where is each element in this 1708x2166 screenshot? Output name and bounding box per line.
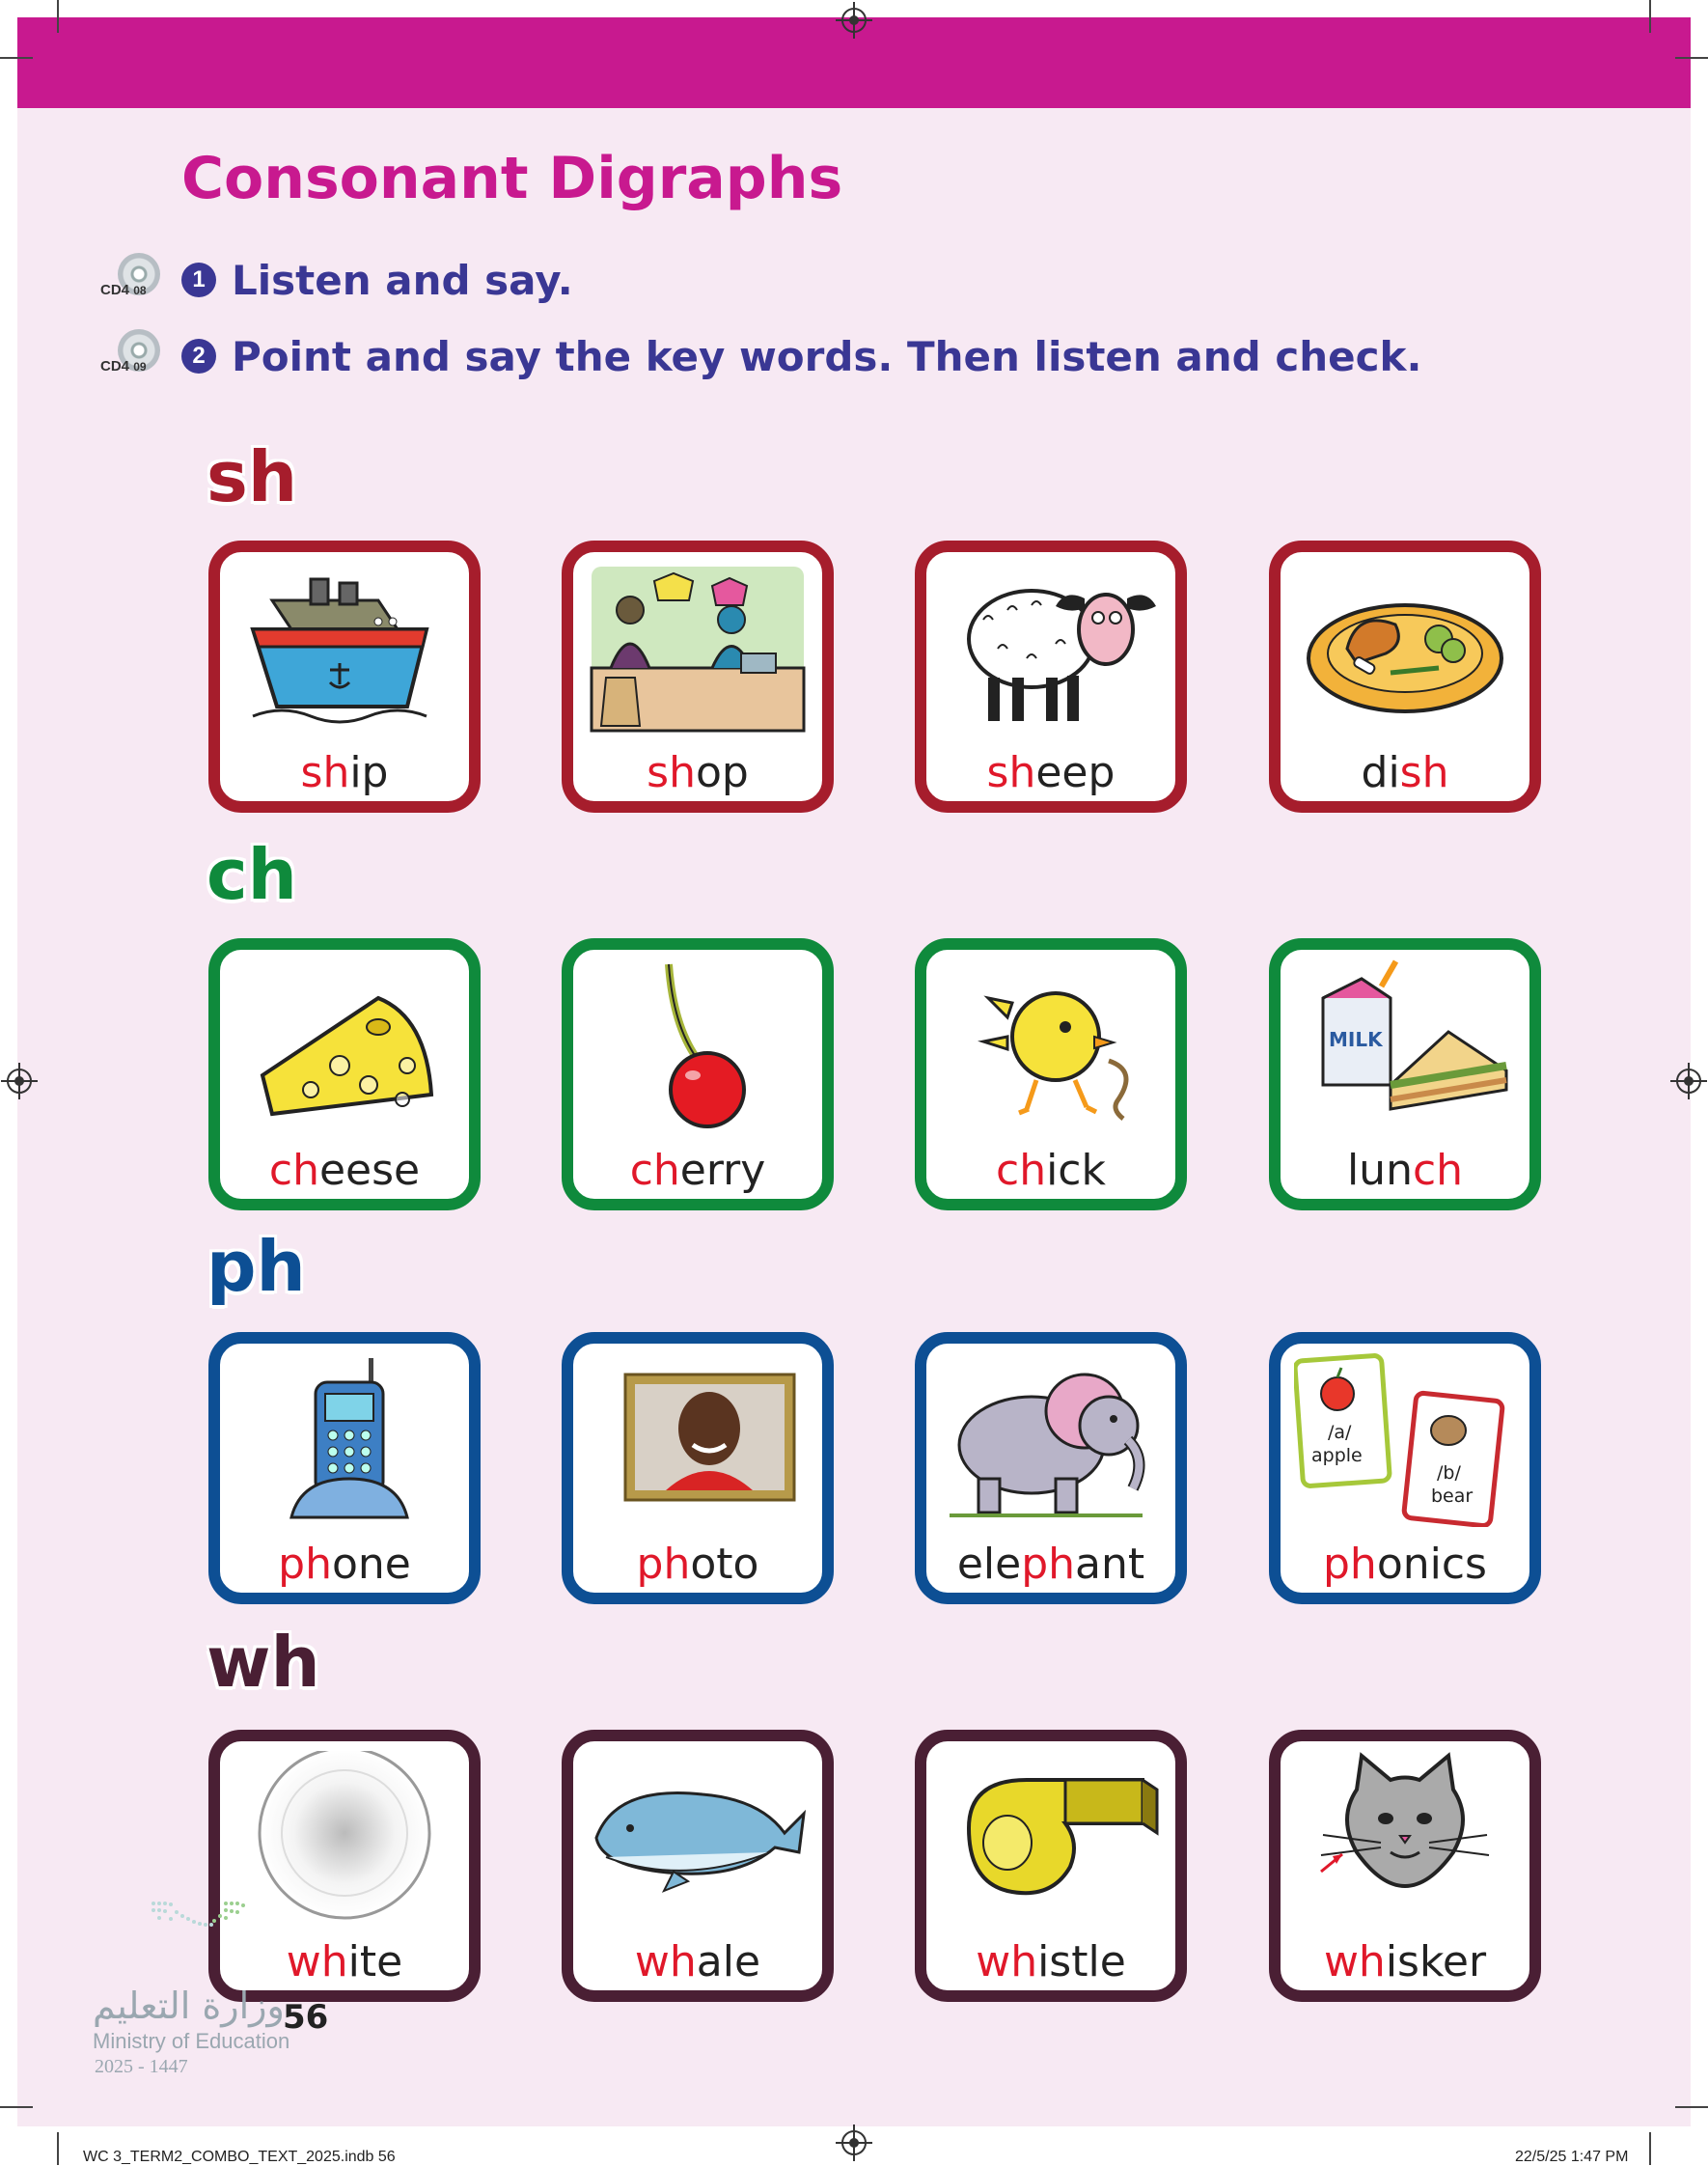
registration-mark — [841, 2130, 867, 2155]
word-card-dish[interactable] — [1269, 541, 1541, 813]
word-card-chick[interactable] — [915, 938, 1187, 1210]
phonics-cards-icon — [1294, 1353, 1516, 1527]
word-card-lunch[interactable] — [1269, 938, 1541, 1210]
cd-audio-icon[interactable]: CD4 08 — [100, 251, 168, 309]
card-b-word: bear — [1431, 1486, 1474, 1507]
print-slug-file: WC 3_TERM2_COMBO_TEXT_2025.indb 56 — [83, 2149, 396, 2165]
word-label: whale — [634, 1937, 761, 1986]
word-card-ship[interactable] — [208, 541, 481, 813]
milk-carton-label: MILK — [1329, 1028, 1383, 1051]
ship-icon — [234, 562, 455, 736]
dish-icon — [1294, 562, 1516, 736]
crop-mark — [1675, 2106, 1708, 2108]
elephant-icon — [940, 1353, 1162, 1527]
word-label: phonics — [1323, 1540, 1487, 1589]
crop-mark — [57, 2132, 59, 2165]
cd-audio-icon[interactable]: CD4 09 — [100, 327, 168, 385]
crop-mark — [1675, 57, 1708, 59]
instruction-text: Listen and say. — [232, 256, 573, 304]
instruction-2 — [100, 327, 1421, 385]
digraph-heading-wh: wh — [207, 1622, 320, 1703]
word-label: whistle — [976, 1937, 1126, 1986]
word-card-shop[interactable] — [562, 541, 834, 813]
instruction-1 — [100, 251, 573, 309]
word-label: white — [286, 1937, 403, 1986]
word-label: cheese — [268, 1146, 421, 1195]
print-slug-date: 22/5/25 1:47 PM — [1515, 2149, 1629, 2165]
word-card-phone[interactable] — [208, 1332, 481, 1604]
crop-mark — [0, 2106, 33, 2108]
ministry-logo-icon — [93, 1894, 317, 1986]
instruction-text: Point and say the key words. Then listen and check. — [232, 332, 1422, 380]
word-label: chick — [996, 1146, 1106, 1195]
digraph-heading-sh: sh — [207, 436, 298, 517]
photo-icon — [587, 1353, 809, 1527]
ministry-english-name: Ministry of Education — [93, 2029, 290, 2053]
word-card-cheese[interactable] — [208, 938, 481, 1210]
page-title: Consonant Digraphs — [181, 145, 843, 212]
cherry-icon — [587, 959, 809, 1133]
whistle-icon — [940, 1751, 1162, 1925]
word-label: shop — [647, 748, 749, 797]
word-card-whisker[interactable] — [1269, 1730, 1541, 2002]
ministry-year: 2025 - 1447 — [95, 2056, 188, 2077]
word-label: cherry — [629, 1146, 766, 1195]
crop-mark — [1649, 0, 1651, 33]
crop-mark — [1649, 2132, 1651, 2165]
crop-mark — [0, 57, 33, 59]
word-card-whistle[interactable] — [915, 1730, 1187, 2002]
registration-mark — [7, 1069, 32, 1094]
word-label: phone — [278, 1540, 411, 1589]
digraph-heading-ph: ph — [207, 1226, 306, 1307]
lunch-icon — [1294, 959, 1516, 1133]
word-label: ship — [300, 748, 389, 797]
instruction-number: 1 — [181, 263, 216, 297]
word-card-phonics[interactable] — [1269, 1332, 1541, 1604]
registration-mark — [1676, 1069, 1701, 1094]
ministry-arabic-name: وزارة التعليم — [93, 1985, 285, 2027]
word-label: sheep — [986, 748, 1116, 797]
word-label: lunch — [1346, 1146, 1464, 1195]
word-card-cherry[interactable] — [562, 938, 834, 1210]
word-label: elephant — [956, 1540, 1145, 1589]
word-card-photo[interactable] — [562, 1332, 834, 1604]
word-label: photo — [636, 1540, 759, 1589]
card-a-sound: /a/ — [1328, 1422, 1352, 1443]
shop-icon — [587, 562, 809, 736]
word-card-sheep[interactable] — [915, 541, 1187, 813]
card-a-word: apple — [1311, 1445, 1363, 1466]
digraph-heading-ch: ch — [207, 834, 297, 915]
cat-whisker-icon — [1294, 1751, 1516, 1925]
word-card-whale[interactable] — [562, 1730, 834, 2002]
word-card-elephant[interactable] — [915, 1332, 1187, 1604]
word-label: dish — [1361, 748, 1449, 797]
instruction-number: 2 — [181, 339, 216, 374]
chick-icon — [940, 959, 1162, 1133]
card-b-sound: /b/ — [1437, 1462, 1461, 1484]
page-number: 56 — [283, 1998, 329, 2037]
word-label: whisker — [1323, 1937, 1487, 1986]
crop-mark — [57, 0, 59, 33]
registration-mark — [841, 8, 867, 33]
sheep-icon — [940, 562, 1162, 736]
phone-icon — [234, 1353, 455, 1527]
whale-icon — [587, 1751, 809, 1925]
cheese-icon — [234, 959, 455, 1133]
